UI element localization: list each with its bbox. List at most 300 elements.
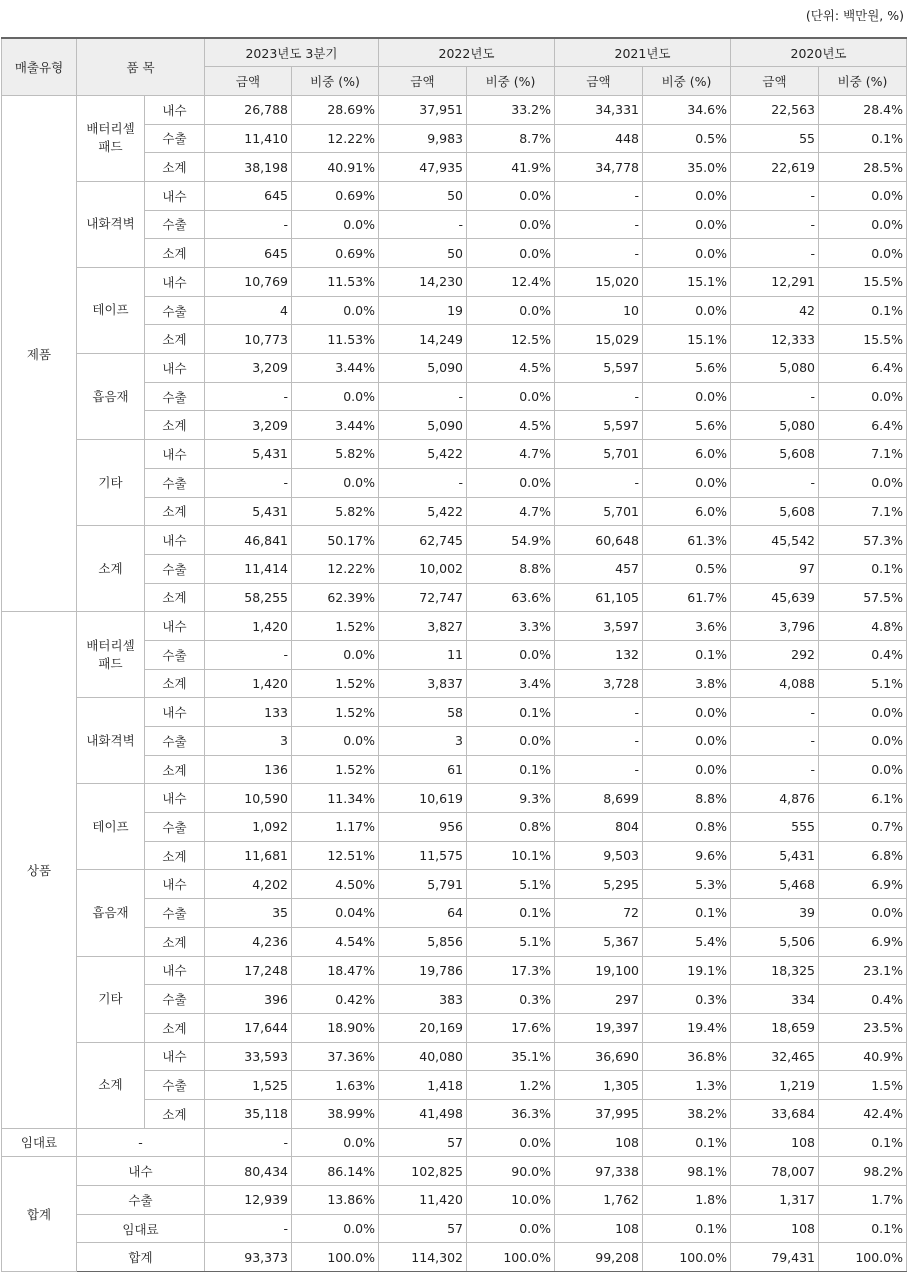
amount-cell: 37,995 <box>555 1099 643 1128</box>
amount-cell: 1,420 <box>205 669 292 698</box>
ratio-cell: 6.0% <box>643 440 731 469</box>
period-header: 2020년도 <box>731 38 907 67</box>
table-row <box>2 440 907 469</box>
ratio-cell: 86.14% <box>292 1157 379 1186</box>
amount-cell: 5,431 <box>205 497 292 526</box>
amount-cell: 5,080 <box>731 354 819 383</box>
amount-cell: 8,699 <box>555 784 643 813</box>
amount-cell: 34,778 <box>555 153 643 182</box>
ratio-cell: 54.9% <box>467 526 555 555</box>
ratio-cell: 17.6% <box>467 1013 555 1042</box>
amount-cell: 80,434 <box>205 1157 292 1186</box>
table-row <box>2 1157 907 1186</box>
amount-cell: 3,827 <box>379 612 467 641</box>
subtype-cell: 내수 <box>145 870 205 899</box>
amount-cell: 136 <box>205 755 292 784</box>
amount-cell: 55 <box>731 124 819 153</box>
amount-cell: 5,295 <box>555 870 643 899</box>
table-row <box>2 956 907 985</box>
amount-cell: 35,118 <box>205 1099 292 1128</box>
amount-cell: 72,747 <box>379 583 467 612</box>
amount-cell: 133 <box>205 698 292 727</box>
ratio-cell: 13.86% <box>292 1186 379 1215</box>
ratio-cell: 0.0% <box>819 727 907 756</box>
ratio-cell: 0.0% <box>819 698 907 727</box>
amount-cell: 3,209 <box>205 354 292 383</box>
subtype-cell: 내수 <box>145 181 205 210</box>
amount-cell: 4,876 <box>731 784 819 813</box>
amount-cell: 12,939 <box>205 1186 292 1215</box>
ratio-cell: 0.0% <box>819 755 907 784</box>
amount-header: 금액 <box>731 67 819 96</box>
amount-cell: 60,648 <box>555 526 643 555</box>
ratio-cell: 0.1% <box>643 899 731 928</box>
ratio-cell: 0.1% <box>467 698 555 727</box>
amount-cell: 12,333 <box>731 325 819 354</box>
product-cell: 기타 <box>77 440 145 526</box>
subtype-cell: 내수 <box>145 268 205 297</box>
ratio-cell: 0.1% <box>819 124 907 153</box>
amount-cell: - <box>555 210 643 239</box>
ratio-cell: 0.42% <box>292 985 379 1014</box>
amount-cell: 37,951 <box>379 95 467 124</box>
ratio-cell: 3.44% <box>292 411 379 440</box>
subtype-cell: 수출 <box>145 382 205 411</box>
amount-cell: - <box>205 1214 292 1243</box>
ratio-cell: 0.3% <box>467 985 555 1014</box>
ratio-cell: 6.0% <box>643 497 731 526</box>
amount-cell: 5,422 <box>379 440 467 469</box>
ratio-cell: 0.0% <box>819 382 907 411</box>
amount-cell: 383 <box>379 985 467 1014</box>
amount-cell: 5,431 <box>205 440 292 469</box>
ratio-header: 비중 (%) <box>467 67 555 96</box>
table-row <box>2 181 907 210</box>
subtype-cell: 소계 <box>145 1099 205 1128</box>
amount-cell: 5,701 <box>555 440 643 469</box>
amount-cell: 45,542 <box>731 526 819 555</box>
ratio-cell: 36.8% <box>643 1042 731 1071</box>
ratio-cell: 12.22% <box>292 124 379 153</box>
amount-cell: 5,422 <box>379 497 467 526</box>
ratio-cell: 4.5% <box>467 411 555 440</box>
amount-header: 금액 <box>205 67 292 96</box>
ratio-cell: 4.54% <box>292 927 379 956</box>
ratio-cell: 1.7% <box>819 1186 907 1215</box>
ratio-cell: 100.0% <box>643 1243 731 1272</box>
amount-cell: 97,338 <box>555 1157 643 1186</box>
amount-cell: 4,202 <box>205 870 292 899</box>
ratio-cell: 0.0% <box>292 210 379 239</box>
ratio-cell: 40.91% <box>292 153 379 182</box>
ratio-cell: 5.6% <box>643 411 731 440</box>
ratio-cell: 0.1% <box>467 899 555 928</box>
ratio-cell: 17.3% <box>467 956 555 985</box>
ratio-cell: 0.3% <box>643 985 731 1014</box>
amount-cell: 5,090 <box>379 411 467 440</box>
ratio-cell: 6.4% <box>819 411 907 440</box>
amount-cell: 17,248 <box>205 956 292 985</box>
ratio-cell: 15.5% <box>819 268 907 297</box>
amount-cell: - <box>555 727 643 756</box>
amount-cell: 19,786 <box>379 956 467 985</box>
amount-cell: 93,373 <box>205 1243 292 1272</box>
amount-cell: 1,525 <box>205 1071 292 1100</box>
ratio-cell: 28.69% <box>292 95 379 124</box>
table-row <box>2 698 907 727</box>
ratio-cell: 100.0% <box>467 1243 555 1272</box>
amount-cell: - <box>731 239 819 268</box>
ratio-cell: 57.3% <box>819 526 907 555</box>
ratio-cell: 1.17% <box>292 813 379 842</box>
subtype-cell: 내수 <box>145 612 205 641</box>
amount-cell: 5,080 <box>731 411 819 440</box>
ratio-cell: 0.1% <box>819 1214 907 1243</box>
amount-cell: 14,230 <box>379 268 467 297</box>
amount-cell: 9,503 <box>555 841 643 870</box>
amount-cell: - <box>555 468 643 497</box>
ratio-cell: 15.1% <box>643 325 731 354</box>
ratio-cell: 0.0% <box>643 239 731 268</box>
ratio-cell: 1.52% <box>292 698 379 727</box>
product-cell: 기타 <box>77 956 145 1042</box>
ratio-cell: 0.0% <box>467 382 555 411</box>
subtype-cell: 수출 <box>145 727 205 756</box>
ratio-cell: 0.69% <box>292 181 379 210</box>
subtype-cell: 내수 <box>145 95 205 124</box>
ratio-cell: 3.6% <box>643 612 731 641</box>
ratio-cell: 4.7% <box>467 440 555 469</box>
amount-header: 금액 <box>555 67 643 96</box>
ratio-cell: 0.0% <box>467 181 555 210</box>
amount-cell: 10,002 <box>379 554 467 583</box>
ratio-cell: 100.0% <box>819 1243 907 1272</box>
amount-cell: 11 <box>379 640 467 669</box>
subtype-cell: 소계 <box>145 1013 205 1042</box>
subtype-cell: 수출 <box>145 468 205 497</box>
amount-cell: - <box>205 468 292 497</box>
period-header: 2023년도 3분기 <box>205 38 379 67</box>
amount-cell: 1,092 <box>205 813 292 842</box>
subtype-cell: 수출 <box>145 1071 205 1100</box>
amount-cell: 114,302 <box>379 1243 467 1272</box>
ratio-cell: 0.0% <box>292 640 379 669</box>
ratio-cell: 8.8% <box>643 784 731 813</box>
amount-cell: 956 <box>379 813 467 842</box>
amount-cell: - <box>731 698 819 727</box>
ratio-cell: 1.5% <box>819 1071 907 1100</box>
amount-cell: 645 <box>205 181 292 210</box>
ratio-cell: 0.0% <box>643 181 731 210</box>
product-cell: 흡음재 <box>77 354 145 440</box>
ratio-cell: 0.5% <box>643 124 731 153</box>
ratio-cell: 0.0% <box>643 698 731 727</box>
ratio-cell: 57.5% <box>819 583 907 612</box>
ratio-cell: 0.0% <box>467 640 555 669</box>
amount-cell: 40,080 <box>379 1042 467 1071</box>
amount-cell: 5,431 <box>731 841 819 870</box>
amount-cell: 3,796 <box>731 612 819 641</box>
ratio-cell: 0.0% <box>467 296 555 325</box>
ratio-cell: 6.4% <box>819 354 907 383</box>
subtype-cell: 내수 <box>145 956 205 985</box>
amount-cell: 61 <box>379 755 467 784</box>
ratio-cell: 11.53% <box>292 268 379 297</box>
ratio-cell: 1.63% <box>292 1071 379 1100</box>
subtype-cell: 수출 <box>145 813 205 842</box>
amount-cell: 64 <box>379 899 467 928</box>
subtype-cell: 소계 <box>145 841 205 870</box>
ratio-cell: 41.9% <box>467 153 555 182</box>
amount-cell: 10 <box>555 296 643 325</box>
subtype-cell: 내수 <box>145 698 205 727</box>
ratio-cell: 38.2% <box>643 1099 731 1128</box>
ratio-header: 비중 (%) <box>819 67 907 96</box>
amount-cell: - <box>379 382 467 411</box>
amount-cell: 5,468 <box>731 870 819 899</box>
ratio-cell: 3.3% <box>467 612 555 641</box>
ratio-cell: 0.0% <box>643 296 731 325</box>
subtype-cell: 내수 <box>145 784 205 813</box>
amount-cell: - <box>205 640 292 669</box>
ratio-cell: 1.52% <box>292 612 379 641</box>
amount-cell: 10,619 <box>379 784 467 813</box>
amount-cell: 5,597 <box>555 354 643 383</box>
table-row <box>2 354 907 383</box>
amount-cell: 19,397 <box>555 1013 643 1042</box>
ratio-cell: 0.1% <box>819 296 907 325</box>
subtype-cell: 수출 <box>145 296 205 325</box>
subtype-cell: 합계 <box>77 1243 205 1272</box>
ratio-cell: 0.0% <box>819 899 907 928</box>
product-cell: 배터리셀 패드 <box>77 612 145 698</box>
subtype-cell: 소계 <box>145 411 205 440</box>
amount-cell: - <box>731 210 819 239</box>
ratio-cell: 4.50% <box>292 870 379 899</box>
ratio-cell: 9.6% <box>643 841 731 870</box>
period-header: 2021년도 <box>555 38 731 67</box>
amount-cell: 11,575 <box>379 841 467 870</box>
amount-cell: - <box>379 468 467 497</box>
ratio-cell: 0.0% <box>292 296 379 325</box>
ratio-cell: 6.9% <box>819 870 907 899</box>
ratio-cell: 0.1% <box>819 554 907 583</box>
ratio-cell: 0.0% <box>819 239 907 268</box>
ratio-cell: 9.3% <box>467 784 555 813</box>
ratio-cell: 6.1% <box>819 784 907 813</box>
amount-cell: 448 <box>555 124 643 153</box>
amount-cell: 108 <box>555 1214 643 1243</box>
amount-cell: 34,331 <box>555 95 643 124</box>
subtype-cell: 내수 <box>77 1157 205 1186</box>
ratio-cell: 0.1% <box>643 640 731 669</box>
subtype-cell: 임대료 <box>77 1214 205 1243</box>
ratio-cell: 38.99% <box>292 1099 379 1128</box>
ratio-cell: 0.5% <box>643 554 731 583</box>
ratio-cell: 0.0% <box>467 239 555 268</box>
amount-cell: - <box>205 1128 292 1157</box>
table-row <box>2 1214 907 1243</box>
amount-cell: 3,209 <box>205 411 292 440</box>
amount-cell: 78,007 <box>731 1157 819 1186</box>
ratio-cell: 0.1% <box>643 1214 731 1243</box>
ratio-cell: 23.5% <box>819 1013 907 1042</box>
ratio-cell: 15.1% <box>643 268 731 297</box>
amount-cell: - <box>731 727 819 756</box>
ratio-cell: 0.1% <box>643 1128 731 1157</box>
amount-cell: - <box>555 239 643 268</box>
subtype-cell: 소계 <box>145 583 205 612</box>
amount-cell: 4,088 <box>731 669 819 698</box>
amount-cell: 108 <box>731 1128 819 1157</box>
amount-cell: 79,431 <box>731 1243 819 1272</box>
table-row <box>2 1243 907 1272</box>
table-row <box>2 1186 907 1215</box>
subtype-cell: 수출 <box>145 210 205 239</box>
sales-type-cell: 제품 <box>2 95 77 611</box>
ratio-cell: 4.8% <box>819 612 907 641</box>
amount-cell: 36,690 <box>555 1042 643 1071</box>
sales-type-cell: 상품 <box>2 612 77 1128</box>
ratio-cell: 11.53% <box>292 325 379 354</box>
ratio-cell: 18.90% <box>292 1013 379 1042</box>
subtype-cell: 수출 <box>145 985 205 1014</box>
ratio-cell: 98.2% <box>819 1157 907 1186</box>
amount-cell: 804 <box>555 813 643 842</box>
ratio-cell: 98.1% <box>643 1157 731 1186</box>
amount-cell: - <box>731 468 819 497</box>
product-cell: 내화격벽 <box>77 181 145 267</box>
amount-cell: 97 <box>731 554 819 583</box>
subtype-cell: 내수 <box>145 526 205 555</box>
amount-cell: 20,169 <box>379 1013 467 1042</box>
product-cell: 소계 <box>77 526 145 612</box>
amount-cell: 18,659 <box>731 1013 819 1042</box>
subtype-cell: 수출 <box>145 124 205 153</box>
ratio-cell: 0.0% <box>819 468 907 497</box>
amount-cell: 99,208 <box>555 1243 643 1272</box>
product-cell: 소계 <box>77 1042 145 1128</box>
ratio-cell: 18.47% <box>292 956 379 985</box>
amount-cell: 11,420 <box>379 1186 467 1215</box>
amount-cell: 62,745 <box>379 526 467 555</box>
amount-cell: - <box>731 181 819 210</box>
ratio-cell: 5.1% <box>467 870 555 899</box>
subtype-cell: 수출 <box>145 554 205 583</box>
product-cell: 테이프 <box>77 268 145 354</box>
ratio-cell: 6.9% <box>819 927 907 956</box>
amount-cell: 9,983 <box>379 124 467 153</box>
amount-cell: - <box>205 210 292 239</box>
amount-cell: - <box>555 181 643 210</box>
amount-cell: 132 <box>555 640 643 669</box>
amount-cell: 57 <box>379 1214 467 1243</box>
ratio-cell: 0.4% <box>819 985 907 1014</box>
subtype-cell: 소계 <box>145 325 205 354</box>
ratio-cell: 90.0% <box>467 1157 555 1186</box>
table-header <box>2 38 907 95</box>
amount-cell: 5,597 <box>555 411 643 440</box>
product-cell: 흡음재 <box>77 870 145 956</box>
ratio-cell: 0.0% <box>467 1128 555 1157</box>
amount-cell: 33,684 <box>731 1099 819 1128</box>
ratio-cell: 19.4% <box>643 1013 731 1042</box>
amount-cell: 19,100 <box>555 956 643 985</box>
ratio-header: 비중 (%) <box>292 67 379 96</box>
table-body <box>2 95 907 1271</box>
amount-cell: 297 <box>555 985 643 1014</box>
table-row <box>2 784 907 813</box>
ratio-cell: 8.7% <box>467 124 555 153</box>
subtype-cell: 소계 <box>145 153 205 182</box>
ratio-cell: 11.34% <box>292 784 379 813</box>
ratio-cell: 7.1% <box>819 440 907 469</box>
amount-cell: 42 <box>731 296 819 325</box>
amount-cell: 14,249 <box>379 325 467 354</box>
ratio-cell: 0.1% <box>819 1128 907 1157</box>
ratio-cell: 37.36% <box>292 1042 379 1071</box>
product-cell: 배터리셀 패드 <box>77 95 145 181</box>
ratio-cell: 28.4% <box>819 95 907 124</box>
ratio-cell: 0.1% <box>467 755 555 784</box>
ratio-cell: 40.9% <box>819 1042 907 1071</box>
amount-cell: 3,728 <box>555 669 643 698</box>
amount-cell: 1,762 <box>555 1186 643 1215</box>
ratio-cell: 0.0% <box>467 468 555 497</box>
ratio-cell: 0.0% <box>819 181 907 210</box>
subtype-cell: 소계 <box>145 669 205 698</box>
amount-cell: 10,590 <box>205 784 292 813</box>
table-row <box>2 1042 907 1071</box>
amount-cell: 1,317 <box>731 1186 819 1215</box>
amount-cell: 10,769 <box>205 268 292 297</box>
ratio-cell: 0.0% <box>467 727 555 756</box>
amount-cell: 5,367 <box>555 927 643 956</box>
amount-cell: 1,305 <box>555 1071 643 1100</box>
amount-cell: 46,841 <box>205 526 292 555</box>
subtype-cell: 수출 <box>145 899 205 928</box>
ratio-cell: 0.0% <box>467 1214 555 1243</box>
amount-cell: 11,410 <box>205 124 292 153</box>
ratio-cell: 0.0% <box>292 382 379 411</box>
ratio-cell: 100.0% <box>292 1243 379 1272</box>
ratio-cell: 0.04% <box>292 899 379 928</box>
amount-cell: 32,465 <box>731 1042 819 1071</box>
ratio-cell: 5.82% <box>292 497 379 526</box>
ratio-cell: 5.1% <box>467 927 555 956</box>
ratio-cell: 5.82% <box>292 440 379 469</box>
ratio-cell: 28.5% <box>819 153 907 182</box>
ratio-cell: 4.5% <box>467 354 555 383</box>
ratio-cell: 23.1% <box>819 956 907 985</box>
amount-cell: 5,608 <box>731 497 819 526</box>
sales-type-cell: 임대료 <box>2 1128 77 1157</box>
amount-cell: 1,418 <box>379 1071 467 1100</box>
subtype-cell: 수출 <box>145 640 205 669</box>
amount-cell: 5,608 <box>731 440 819 469</box>
item-cell: - <box>77 1128 205 1157</box>
amount-cell: 22,563 <box>731 95 819 124</box>
ratio-cell: 10.1% <box>467 841 555 870</box>
amount-cell: 292 <box>731 640 819 669</box>
amount-cell: 33,593 <box>205 1042 292 1071</box>
amount-cell: 45,639 <box>731 583 819 612</box>
subtype-cell: 소계 <box>145 927 205 956</box>
amount-cell: 22,619 <box>731 153 819 182</box>
ratio-cell: 35.1% <box>467 1042 555 1071</box>
amount-cell: 72 <box>555 899 643 928</box>
sales-table <box>1 37 907 1272</box>
